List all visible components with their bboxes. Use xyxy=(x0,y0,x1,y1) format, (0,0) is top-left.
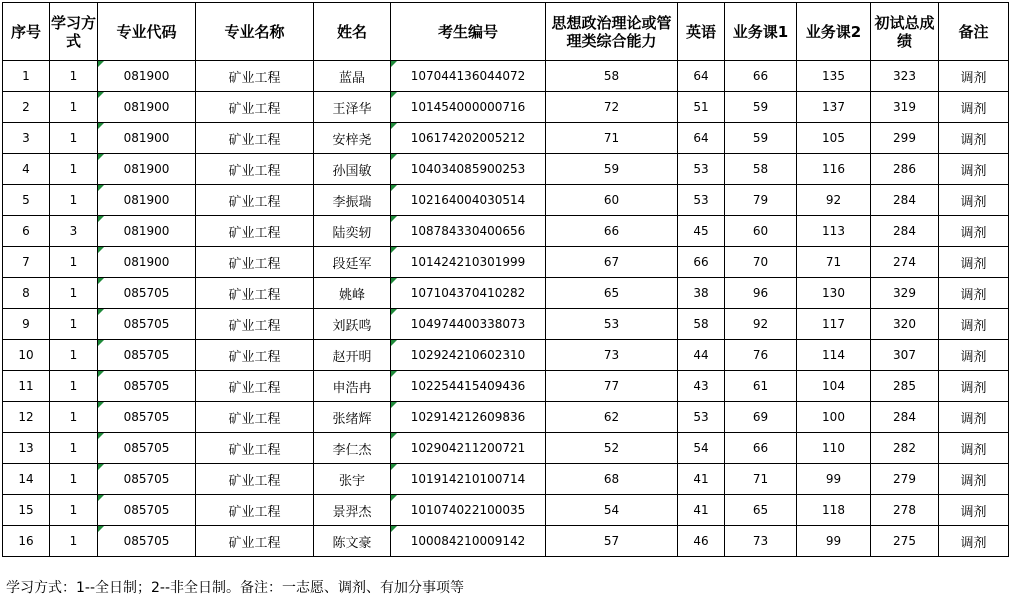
cell-total: 282 xyxy=(871,433,939,464)
table-row xyxy=(3,433,1009,464)
cell-study-mode: 1 xyxy=(50,371,98,402)
cell-name: 张绪辉 xyxy=(314,402,391,433)
cell-seq: 10 xyxy=(3,340,50,371)
table-row xyxy=(3,278,1009,309)
cell-study-mode: 1 xyxy=(50,247,98,278)
cell-course1: 76 xyxy=(725,340,797,371)
cell-course1: 69 xyxy=(725,402,797,433)
cell-politics: 58 xyxy=(546,61,678,92)
cell-note: 调剂 xyxy=(939,61,1009,92)
cell-study-mode: 3 xyxy=(50,216,98,247)
cell-total: 279 xyxy=(871,464,939,495)
cell-study-mode: 1 xyxy=(50,309,98,340)
cell-course2: 99 xyxy=(797,464,871,495)
cell-exam-id: 100084210009142 xyxy=(391,526,546,557)
cell-study-mode: 1 xyxy=(50,154,98,185)
header-major-code: 专业代码 xyxy=(98,3,196,61)
cell-exam-id: 104974400338073 xyxy=(391,309,546,340)
cell-course2: 113 xyxy=(797,216,871,247)
header-seq: 序号 xyxy=(3,3,50,61)
cell-study-mode: 1 xyxy=(50,92,98,123)
cell-course2: 116 xyxy=(797,154,871,185)
cell-note: 调剂 xyxy=(939,526,1009,557)
cell-study-mode: 1 xyxy=(50,433,98,464)
cell-note: 调剂 xyxy=(939,185,1009,216)
cell-name: 张宇 xyxy=(314,464,391,495)
header-course2: 业务课2 xyxy=(797,3,871,61)
table-row xyxy=(3,154,1009,185)
cell-exam-id: 108784330400656 xyxy=(391,216,546,247)
cell-major-name: 矿业工程 xyxy=(196,526,314,557)
table-row xyxy=(3,464,1009,495)
cell-english: 53 xyxy=(678,154,725,185)
cell-note: 调剂 xyxy=(939,123,1009,154)
cell-study-mode: 1 xyxy=(50,278,98,309)
cell-major-code: 085705 xyxy=(98,309,196,340)
cell-major-code: 085705 xyxy=(98,464,196,495)
table-row xyxy=(3,247,1009,278)
cell-exam-id: 107104370410282 xyxy=(391,278,546,309)
cell-major-name: 矿业工程 xyxy=(196,495,314,526)
cell-major-name: 矿业工程 xyxy=(196,278,314,309)
cell-politics: 62 xyxy=(546,402,678,433)
cell-major-code: 085705 xyxy=(98,402,196,433)
cell-total: 284 xyxy=(871,216,939,247)
table-row xyxy=(3,371,1009,402)
table-row xyxy=(3,92,1009,123)
cell-politics: 73 xyxy=(546,340,678,371)
header-exam-id: 考生编号 xyxy=(391,3,546,61)
cell-major-name: 矿业工程 xyxy=(196,216,314,247)
cell-major-name: 矿业工程 xyxy=(196,433,314,464)
header-study-mode: 学习方式 xyxy=(50,3,98,61)
cell-exam-id: 101454000000716 xyxy=(391,92,546,123)
cell-course1: 92 xyxy=(725,309,797,340)
cell-major-name: 矿业工程 xyxy=(196,464,314,495)
cell-course2: 110 xyxy=(797,433,871,464)
cell-course1: 59 xyxy=(725,92,797,123)
cell-course1: 70 xyxy=(725,247,797,278)
cell-course1: 59 xyxy=(725,123,797,154)
cell-seq: 12 xyxy=(3,402,50,433)
cell-study-mode: 1 xyxy=(50,185,98,216)
cell-note: 调剂 xyxy=(939,216,1009,247)
table-row xyxy=(3,340,1009,371)
cell-major-name: 矿业工程 xyxy=(196,247,314,278)
cell-name: 安梓尧 xyxy=(314,123,391,154)
cell-name: 段廷军 xyxy=(314,247,391,278)
cell-study-mode: 1 xyxy=(50,61,98,92)
cell-major-code: 085705 xyxy=(98,526,196,557)
cell-seq: 8 xyxy=(3,278,50,309)
cell-course1: 58 xyxy=(725,154,797,185)
cell-name: 景羿杰 xyxy=(314,495,391,526)
cell-seq: 2 xyxy=(3,92,50,123)
cell-course1: 61 xyxy=(725,371,797,402)
cell-politics: 71 xyxy=(546,123,678,154)
cell-course1: 96 xyxy=(725,278,797,309)
cell-study-mode: 1 xyxy=(50,495,98,526)
cell-english: 53 xyxy=(678,402,725,433)
cell-seq: 14 xyxy=(3,464,50,495)
cell-name: 李仁杰 xyxy=(314,433,391,464)
table-row xyxy=(3,402,1009,433)
cell-major-name: 矿业工程 xyxy=(196,123,314,154)
cell-study-mode: 1 xyxy=(50,402,98,433)
cell-politics: 67 xyxy=(546,247,678,278)
cell-politics: 57 xyxy=(546,526,678,557)
cell-seq: 16 xyxy=(3,526,50,557)
cell-course1: 66 xyxy=(725,61,797,92)
cell-major-code: 085705 xyxy=(98,371,196,402)
cell-total: 284 xyxy=(871,402,939,433)
cell-course1: 73 xyxy=(725,526,797,557)
cell-major-code: 085705 xyxy=(98,495,196,526)
cell-english: 54 xyxy=(678,433,725,464)
cell-major-code: 085705 xyxy=(98,340,196,371)
cell-course2: 105 xyxy=(797,123,871,154)
cell-name: 王泽华 xyxy=(314,92,391,123)
cell-english: 58 xyxy=(678,309,725,340)
cell-english: 51 xyxy=(678,92,725,123)
cell-english: 44 xyxy=(678,340,725,371)
cell-course2: 114 xyxy=(797,340,871,371)
cell-exam-id: 102924210602310 xyxy=(391,340,546,371)
cell-seq: 6 xyxy=(3,216,50,247)
cell-course2: 130 xyxy=(797,278,871,309)
cell-major-code: 081900 xyxy=(98,185,196,216)
cell-seq: 15 xyxy=(3,495,50,526)
cell-english: 66 xyxy=(678,247,725,278)
cell-seq: 13 xyxy=(3,433,50,464)
cell-course2: 117 xyxy=(797,309,871,340)
cell-name: 赵开明 xyxy=(314,340,391,371)
cell-politics: 66 xyxy=(546,216,678,247)
footnote: 学习方式：1--全日制；2--非全日制。备注：一志愿、调剂、有加分事项等 xyxy=(6,580,465,596)
cell-total: 319 xyxy=(871,92,939,123)
header-major-name: 专业名称 xyxy=(196,3,314,61)
cell-politics: 53 xyxy=(546,309,678,340)
cell-major-code: 085705 xyxy=(98,433,196,464)
table-row xyxy=(3,526,1009,557)
cell-study-mode: 1 xyxy=(50,526,98,557)
cell-course2: 100 xyxy=(797,402,871,433)
cell-total: 285 xyxy=(871,371,939,402)
cell-seq: 1 xyxy=(3,61,50,92)
cell-total: 299 xyxy=(871,123,939,154)
cell-course2: 137 xyxy=(797,92,871,123)
cell-politics: 68 xyxy=(546,464,678,495)
header-name: 姓名 xyxy=(314,3,391,61)
cell-politics: 54 xyxy=(546,495,678,526)
cell-exam-id: 106174202005212 xyxy=(391,123,546,154)
header-politics: 思想政治理论或管理类综合能力 xyxy=(546,3,678,61)
header-course1: 业务课1 xyxy=(725,3,797,61)
cell-english: 46 xyxy=(678,526,725,557)
cell-major-code: 081900 xyxy=(98,92,196,123)
cell-name: 申浩冉 xyxy=(314,371,391,402)
cell-seq: 11 xyxy=(3,371,50,402)
cell-total: 286 xyxy=(871,154,939,185)
cell-note: 调剂 xyxy=(939,154,1009,185)
cell-major-name: 矿业工程 xyxy=(196,92,314,123)
cell-exam-id: 101424210301999 xyxy=(391,247,546,278)
cell-name: 蓝晶 xyxy=(314,61,391,92)
cell-exam-id: 101914210100714 xyxy=(391,464,546,495)
cell-major-name: 矿业工程 xyxy=(196,371,314,402)
cell-major-name: 矿业工程 xyxy=(196,154,314,185)
cell-study-mode: 1 xyxy=(50,464,98,495)
cell-major-code: 081900 xyxy=(98,154,196,185)
cell-course2: 118 xyxy=(797,495,871,526)
cell-course1: 65 xyxy=(725,495,797,526)
cell-note: 调剂 xyxy=(939,309,1009,340)
cell-english: 53 xyxy=(678,185,725,216)
cell-name: 刘跃鸣 xyxy=(314,309,391,340)
cell-note: 调剂 xyxy=(939,402,1009,433)
cell-exam-id: 102254415409436 xyxy=(391,371,546,402)
cell-major-code: 081900 xyxy=(98,123,196,154)
table-row xyxy=(3,185,1009,216)
cell-course2: 135 xyxy=(797,61,871,92)
cell-major-code: 081900 xyxy=(98,216,196,247)
cell-total: 329 xyxy=(871,278,939,309)
cell-course1: 60 xyxy=(725,216,797,247)
cell-note: 调剂 xyxy=(939,92,1009,123)
cell-exam-id: 102914212609836 xyxy=(391,402,546,433)
cell-note: 调剂 xyxy=(939,464,1009,495)
table-row xyxy=(3,309,1009,340)
cell-total: 323 xyxy=(871,61,939,92)
header-row xyxy=(3,3,1009,61)
table-row xyxy=(3,216,1009,247)
cell-exam-id: 101074022100035 xyxy=(391,495,546,526)
cell-english: 43 xyxy=(678,371,725,402)
cell-name: 陆奕轫 xyxy=(314,216,391,247)
cell-note: 调剂 xyxy=(939,247,1009,278)
cell-total: 275 xyxy=(871,526,939,557)
cell-major-name: 矿业工程 xyxy=(196,402,314,433)
cell-major-name: 矿业工程 xyxy=(196,185,314,216)
cell-major-name: 矿业工程 xyxy=(196,340,314,371)
cell-total: 284 xyxy=(871,185,939,216)
cell-seq: 4 xyxy=(3,154,50,185)
cell-note: 调剂 xyxy=(939,340,1009,371)
cell-note: 调剂 xyxy=(939,278,1009,309)
cell-politics: 65 xyxy=(546,278,678,309)
cell-major-code: 085705 xyxy=(98,278,196,309)
cell-course2: 104 xyxy=(797,371,871,402)
cell-english: 64 xyxy=(678,123,725,154)
cell-name: 陈文豪 xyxy=(314,526,391,557)
header-total: 初试总成绩 xyxy=(871,3,939,61)
cell-seq: 5 xyxy=(3,185,50,216)
cell-note: 调剂 xyxy=(939,433,1009,464)
cell-exam-id: 104034085900253 xyxy=(391,154,546,185)
cell-total: 307 xyxy=(871,340,939,371)
cell-politics: 52 xyxy=(546,433,678,464)
header-english: 英语 xyxy=(678,3,725,61)
cell-course2: 92 xyxy=(797,185,871,216)
cell-politics: 59 xyxy=(546,154,678,185)
cell-note: 调剂 xyxy=(939,495,1009,526)
cell-exam-id: 102164004030514 xyxy=(391,185,546,216)
cell-study-mode: 1 xyxy=(50,123,98,154)
cell-name: 李振瑞 xyxy=(314,185,391,216)
cell-study-mode: 1 xyxy=(50,340,98,371)
cell-major-code: 081900 xyxy=(98,61,196,92)
header-note: 备注 xyxy=(939,3,1009,61)
cell-course2: 99 xyxy=(797,526,871,557)
cell-name: 孙国敏 xyxy=(314,154,391,185)
admission-score-table xyxy=(2,2,1009,557)
cell-exam-id: 102904211200721 xyxy=(391,433,546,464)
cell-politics: 60 xyxy=(546,185,678,216)
table-row xyxy=(3,61,1009,92)
cell-politics: 72 xyxy=(546,92,678,123)
cell-seq: 7 xyxy=(3,247,50,278)
cell-english: 64 xyxy=(678,61,725,92)
cell-note: 调剂 xyxy=(939,371,1009,402)
table-body xyxy=(3,61,1009,557)
cell-english: 41 xyxy=(678,495,725,526)
cell-total: 320 xyxy=(871,309,939,340)
cell-major-code: 081900 xyxy=(98,247,196,278)
cell-major-name: 矿业工程 xyxy=(196,61,314,92)
cell-english: 45 xyxy=(678,216,725,247)
cell-course2: 71 xyxy=(797,247,871,278)
cell-course1: 71 xyxy=(725,464,797,495)
cell-politics: 77 xyxy=(546,371,678,402)
cell-major-name: 矿业工程 xyxy=(196,309,314,340)
cell-seq: 3 xyxy=(3,123,50,154)
cell-course1: 79 xyxy=(725,185,797,216)
table-row xyxy=(3,123,1009,154)
table-row xyxy=(3,495,1009,526)
cell-english: 38 xyxy=(678,278,725,309)
cell-seq: 9 xyxy=(3,309,50,340)
cell-name: 姚峰 xyxy=(314,278,391,309)
cell-english: 41 xyxy=(678,464,725,495)
cell-course1: 66 xyxy=(725,433,797,464)
cell-total: 274 xyxy=(871,247,939,278)
cell-total: 278 xyxy=(871,495,939,526)
cell-exam-id: 107044136044072 xyxy=(391,61,546,92)
